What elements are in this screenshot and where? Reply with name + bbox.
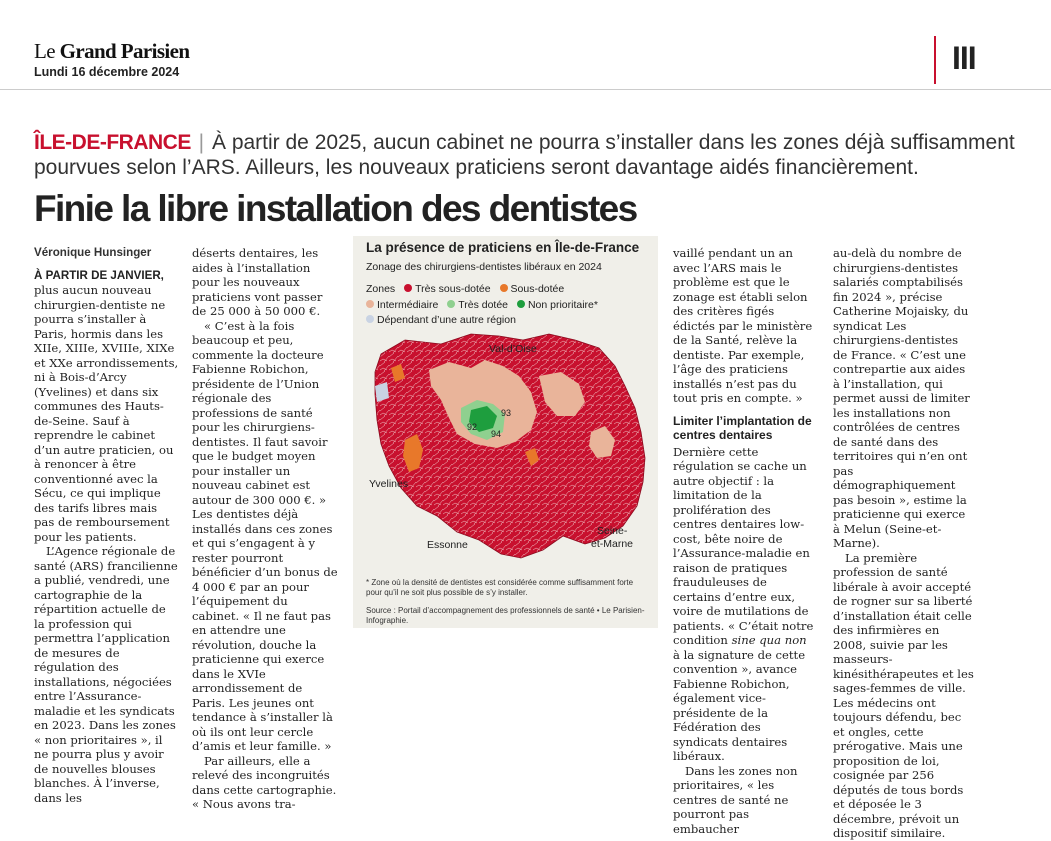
logo-part1: Le xyxy=(34,39,60,63)
legend-text: Intermédiaire xyxy=(377,298,439,311)
header-rule xyxy=(0,89,1051,90)
map-legend xyxy=(366,282,651,329)
infographic-subtitle: Zonage des chirurgiens-dentistes libéraux en 2024 xyxy=(366,261,602,273)
article-headline: Finie la libre installation des dentistes xyxy=(34,188,637,229)
masthead xyxy=(34,40,189,79)
paragraph: La première profession de santé libérale à avoir accepté de rogner sur sa liberté d’installation était celle des infirmières en 2008, suivie par les masseurs-kinésithérapeutes et les sages-femmes de ville. Les médecins ont toujours défendu, bec et ongles, cette prérogative. Mais une proposition de loi, cosignée par 256 députés de tous bords et déposée le 3 décembre, prévoit un dispositif similaire. xyxy=(833,550,974,840)
legend-dot-icon xyxy=(517,300,525,308)
paragraph: « C’est à la fois beaucoup et peu, commente la docteure Fabienne Robichon, présidente de l’Union régionale des professions de santé pour les chirurgiens-dentistes. Il faut savoir que le budget moyen pour installer un nouveau cabinet est autour de 300 000 €. » Les dentistes déjà installés dans ces zones et qui s’engagent à y rester pourront bénéficier d’un bonus de 4 000 € par an pour l’équipement du cabinet. « Il ne faut pas en attendre une révolution, douche la praticienne qui exerce dans le XVIe arrondissement de Paris. Les jeunes ont tendance à s’installer là où ils ont leur cercle d’amis et leur famille. » xyxy=(192,318,338,753)
logo-part2: Grand Parisien xyxy=(59,39,190,63)
legend-text: Très sous-dotée xyxy=(415,283,491,295)
issue-date: Lundi 16 décembre 2024 xyxy=(34,65,180,79)
infographic-footnote: * Zone où la densité de dentistes est considérée comme suffisamment forte pour qu’il ne soit plus possible de s’y installer. xyxy=(366,578,634,597)
article-deck xyxy=(34,130,1044,180)
italic-text: sine qua non xyxy=(731,633,807,647)
paragraph: déserts dentaires, les aides à l’installation pour les nouveaux praticiens vont passer de 25 000 à 50 000 €. xyxy=(192,246,323,318)
legend-item xyxy=(366,313,516,329)
label-essonne: Essonne xyxy=(427,539,468,551)
legend-item xyxy=(517,298,598,314)
infographic xyxy=(353,236,658,628)
newspaper-logo[interactable] xyxy=(34,40,189,62)
subheading: Limiter l’implantation de centres dentaires xyxy=(673,413,812,442)
paragraph xyxy=(34,268,179,545)
deck-separator: | xyxy=(198,131,205,154)
legend-text: Très dotée xyxy=(458,298,509,311)
article-column-2 xyxy=(192,246,338,812)
legend-dot-icon xyxy=(404,284,412,292)
legend-dot-icon xyxy=(366,300,374,308)
legend-item xyxy=(404,282,490,298)
dept-number-94: 94 xyxy=(491,429,502,439)
paragraph-text: à la signature de cette convention », avance Fabienne Robichon, également vice-présidente de la Fédération des syndicats dentaires libéraux. xyxy=(673,647,806,763)
legend-dot-icon xyxy=(366,315,374,323)
dept-number-92: 92 xyxy=(467,422,478,432)
article-column-3 xyxy=(673,246,815,836)
paragraph: Dans les zones non prioritaires, « les centres de santé ne pourront pas embaucher xyxy=(673,763,798,836)
label-val-doise: Val-d’Oise xyxy=(489,343,537,355)
legend-text: Sous-dotée xyxy=(510,283,565,295)
section-divider xyxy=(934,36,936,84)
legend-item xyxy=(447,298,508,314)
paragraph: L’Agence régionale de santé (ARS) francilienne a publié, vendredi, une cartographie de la répartition actuelle de la profession qui permettra l’application de mesures de régulation des installations, négociées entre l’Assurance-maladie et les syndicats en 2023. Dans les zones « non prioritaires », il ne pourra plus y avoir de nouvelles blouses blanches. À l’inverse, dans les xyxy=(34,544,178,805)
legend-item xyxy=(500,282,565,298)
paragraph: au-delà du nombre de chirurgiens-dentistes salariés comptabilisés fin 2024 », précise Catherine Mojaisky, du syndicat Les chirurgiens-dentistes de France. « C’est une contrepartie aux aides à l’installation, qui permet aussi de limiter les installations non contrôlées de centres de santé dans des territoires qui n’en ont pas démographiquement pas besoin », estime la praticienne qui exerce à Melun (Seine-et-Marne). xyxy=(833,246,970,550)
paragraph-text: plus aucun nouveau chirurgien-dentiste ne pourra s’installer à Paris, hormis dans les XIIe, XIIIe, XVIIIe, XIXe et XXe arrondissements, ni à Bois-d’Arcy (Yvelines) et dans six communes des Hauts-de-Seine. Sauf à reprendre le cabinet d’un autre praticien, ou à renoncer à être conventionné avec la Sécu, ce qui implique des tarifs libres mais pas de remboursement pour les patients. xyxy=(34,283,179,544)
infographic-title: La présence de praticiens en Île-de-France xyxy=(366,240,640,255)
article-column-4 xyxy=(833,246,974,841)
legend-label: Zones xyxy=(366,283,396,295)
legend-dot-icon xyxy=(500,284,508,292)
byline: Véronique Hunsinger xyxy=(34,246,152,259)
lead-in: À PARTIR DE JANVIER, xyxy=(34,268,164,282)
paragraph: vaillé pendant un an avec l’ARS mais le problème est que le zonage est établi selon des critères figés édictés par le ministère de la Santé, relève la dentiste. Par exemple, l’âge des praticiens installés n’est pas du tout pris en compte. » xyxy=(673,246,813,405)
region-label: ÎLE-DE-FRANCE xyxy=(34,131,191,154)
legend-text: Dépendant d’une autre région xyxy=(377,314,516,326)
legend-dot-icon xyxy=(447,300,455,308)
legend-item xyxy=(366,298,438,314)
paragraph-text: Dernière cette régulation se cache un autre objectif : la limitation de la prolifération des centres dentaires low-cost, bête noire de l’Assurance-maladie en raison de pratiques frauduleuses de certains d’entre eux, voire de mutilations de patients. « C’était notre condition xyxy=(673,444,814,647)
infographic-source: Source : Portail d’accompagnement des professionnels de santé • Le Parisien-Infographie. xyxy=(366,606,645,625)
deck-text: À partir de 2025, aucun cabinet ne pourra s’installer dans les zones déjà suffisamment pourvues selon l’ARS. Ailleurs, les nouveaux praticiens seront davantage aidés financièrement. xyxy=(34,131,1015,179)
paragraph: Par ailleurs, elle a relevé des incongruités dans cette cartographie. « Nous avons tra- xyxy=(192,753,337,811)
paragraph xyxy=(673,445,815,764)
label-seine-et-marne: Seine- xyxy=(597,525,628,537)
legend-text: Non prioritaire* xyxy=(527,298,598,311)
article-column-1 xyxy=(34,246,179,805)
label-yvelines: Yvelines xyxy=(369,478,409,490)
dept-number-93: 93 xyxy=(501,408,512,418)
label-seine-et-marne-2: et-Marne xyxy=(591,538,634,550)
section-marker: III xyxy=(952,40,976,76)
